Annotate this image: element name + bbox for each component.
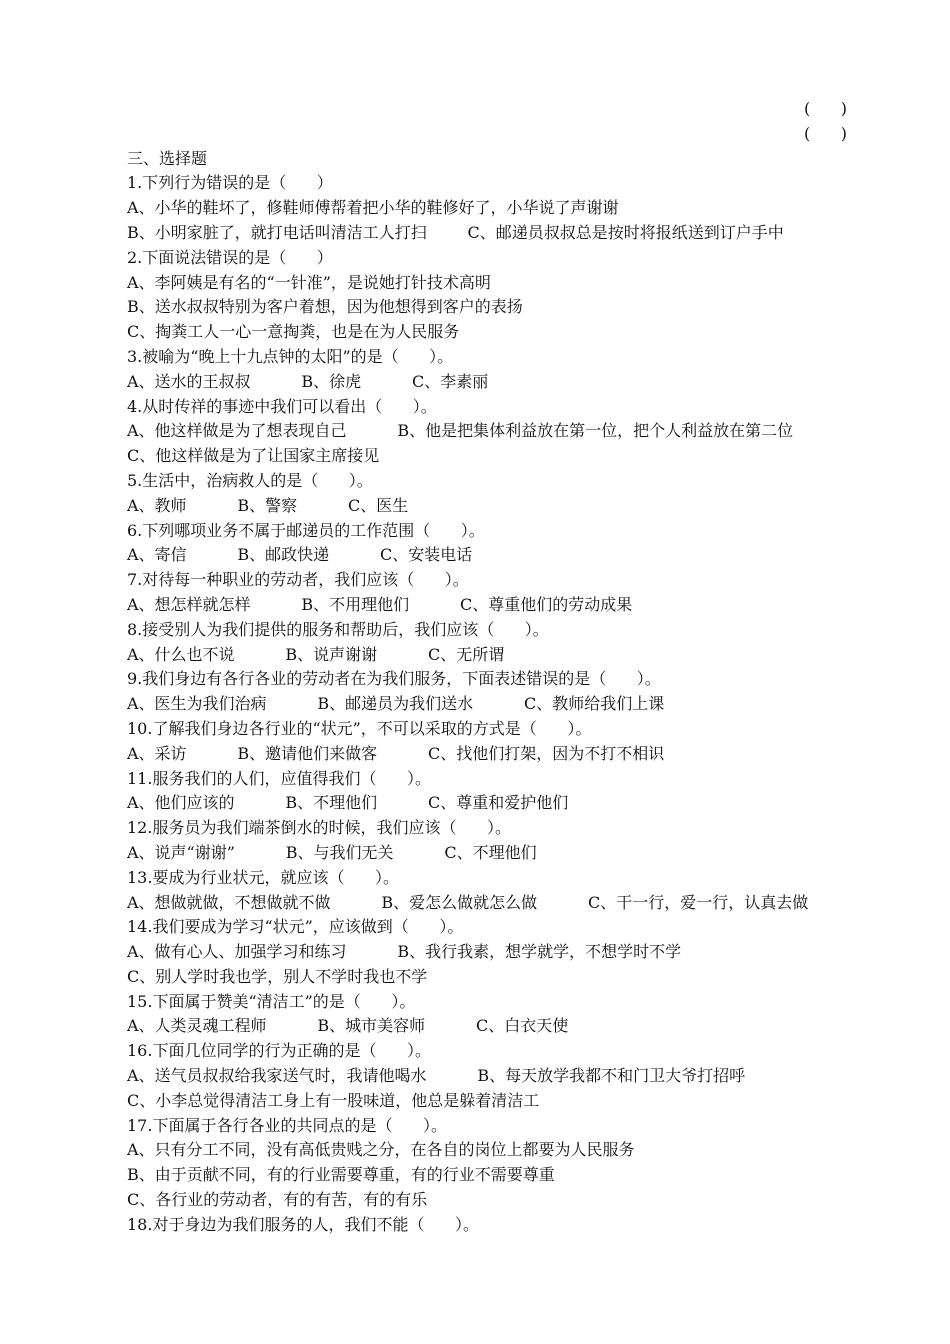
section-title: 三、选择题 <box>127 148 208 168</box>
question-stem: 8.接受别人为我们提供的服务和帮助后，我们应该（ ）。 <box>127 619 549 639</box>
question-list <box>127 171 867 1237</box>
question-option-line: A、小华的鞋坏了，修鞋师傅帮着把小华的鞋修好了，小华说了声谢谢 <box>127 198 619 218</box>
question-stem: 15.下面属于赞美“清洁工”的是（ ）。 <box>127 991 416 1011</box>
question-stem: 14.我们要成为学习“状元”，应该做到（ ）。 <box>127 917 464 937</box>
question-option-line: B、送水叔叔特别为客户着想，因为他想得到客户的表扬 <box>127 297 523 317</box>
question-stem: 9.我们身边有各行各业的劳动者在为我们服务，下面表述错误的是（ ）。 <box>127 669 661 689</box>
question-stem: 5.生活中，治病救人的是（ ）。 <box>127 470 373 490</box>
question-option-line: A、做有心人、加强学习和练习 B、我行我素，想学就学，不想学时不学 <box>127 942 682 962</box>
question-option-line: C、掏粪工人一心一意掏粪，也是在为人民服务 <box>127 322 460 342</box>
question-stem: 6.下列哪项业务不属于邮递员的工作范围（ ）。 <box>127 520 485 540</box>
question-option-line: B、小明家脏了，就打电话叫清洁工人打扫 C、邮递员叔叔总是按时将报纸送到订户手中 <box>127 222 784 242</box>
answer-blank: ( ) <box>804 99 847 118</box>
question-stem: 17.下面属于各行各业的共同点的是（ ）。 <box>127 1115 447 1135</box>
question-option-line: A、送水的王叔叔 B、徐虎 C、李素丽 <box>127 371 489 391</box>
judge-item-34 <box>127 97 867 122</box>
question-stem: 11.服务我们的人们，应值得我们（ ）。 <box>127 768 431 788</box>
question-stem: 13.要成为行业状元，就应该（ ）。 <box>127 867 399 887</box>
question-stem: 7.对待每一种职业的劳动者，我们应该（ ）。 <box>127 570 469 590</box>
question-option-line: A、说声“谢谢” B、与我们无关 C、不理他们 <box>127 842 537 862</box>
question-option-line: A、他们应该的 B、不理他们 C、尊重和爱护他们 <box>127 793 569 813</box>
question-stem: 18.对于身边为我们服务的人，我们不能（ ）。 <box>127 1214 479 1234</box>
question-option-line: A、什么也不说 B、说声谢谢 C、无所谓 <box>127 644 505 664</box>
question-option-line: A、只有分工不同，没有高低贵贱之分，在各自的岗位上都要为人民服务 <box>127 1140 635 1160</box>
question-stem: 16.下面几位同学的行为正确的是（ ）。 <box>127 1041 431 1061</box>
question-option-line: A、想怎样就怎样 B、不用理他们 C、尊重他们的劳动成果 <box>127 594 633 614</box>
question-option-line: A、人类灵魂工程师 B、城市美容师 C、白衣天使 <box>127 1016 569 1036</box>
question-stem: 4.从时传祥的事迹中我们可以看出（ ）。 <box>127 396 437 416</box>
question-stem: 3.被喻为“晚上十九点钟的太阳”的是（ ）。 <box>127 346 454 366</box>
question-stem: 10.了解我们身边各行业的“状元”，不可以采取的方式是（ ）。 <box>127 718 592 738</box>
question-stem: 2.下面说法错误的是（ ） <box>127 247 333 267</box>
question-option-line: A、寄信 B、邮政快递 C、安装电话 <box>127 545 473 565</box>
question-option-line: C、别人学时我也学，别人不学时我也不学 <box>127 966 428 986</box>
question-stem: 12.服务员为我们端茶倒水的时候，我们应该（ ）。 <box>127 818 511 838</box>
question-option-line: B、由于贡献不同，有的行业需要尊重，有的行业不需要尊重 <box>127 1165 555 1185</box>
question-option-line: A、医生为我们治病 B、邮递员为我们送水 C、教师给我们上课 <box>127 694 665 714</box>
question-option-line: A、他这样做是为了想表现自己 B、他是把集体利益放在第一位，把个人利益放在第二位 <box>127 421 794 441</box>
question-stem: 1.下列行为错误的是（ ） <box>127 173 333 193</box>
question-option-line: C、他这样做是为了让国家主席接见 <box>127 446 380 466</box>
answer-blank: ( ) <box>804 123 847 143</box>
question-option-line: A、李阿姨是有名的“一针准”，是说她打针技术高明 <box>127 272 491 292</box>
question-option-line: A、采访 B、邀请他们来做客 C、找他们打架，因为不打不相识 <box>127 743 665 763</box>
question-option-line: A、想做就做，不想做就不做 B、爱怎么做就怎么做 C、干一行，爱一行，认真去做 <box>127 892 809 912</box>
question-option-line: C、小李总觉得清洁工身上有一股味道，他总是躲着清洁工 <box>127 1090 540 1110</box>
judge-item-35 <box>127 122 867 147</box>
question-option-line: C、各行业的劳动者，有的有苦，有的有乐 <box>127 1190 428 1210</box>
worksheet-page <box>127 97 867 1238</box>
question-option-line: A、送气员叔叔给我家送气时，我请他喝水 B、每天放学我都不和门卫大爷打招呼 <box>127 1066 746 1086</box>
question-option-line: A、教师 B、警察 C、医生 <box>127 495 409 515</box>
